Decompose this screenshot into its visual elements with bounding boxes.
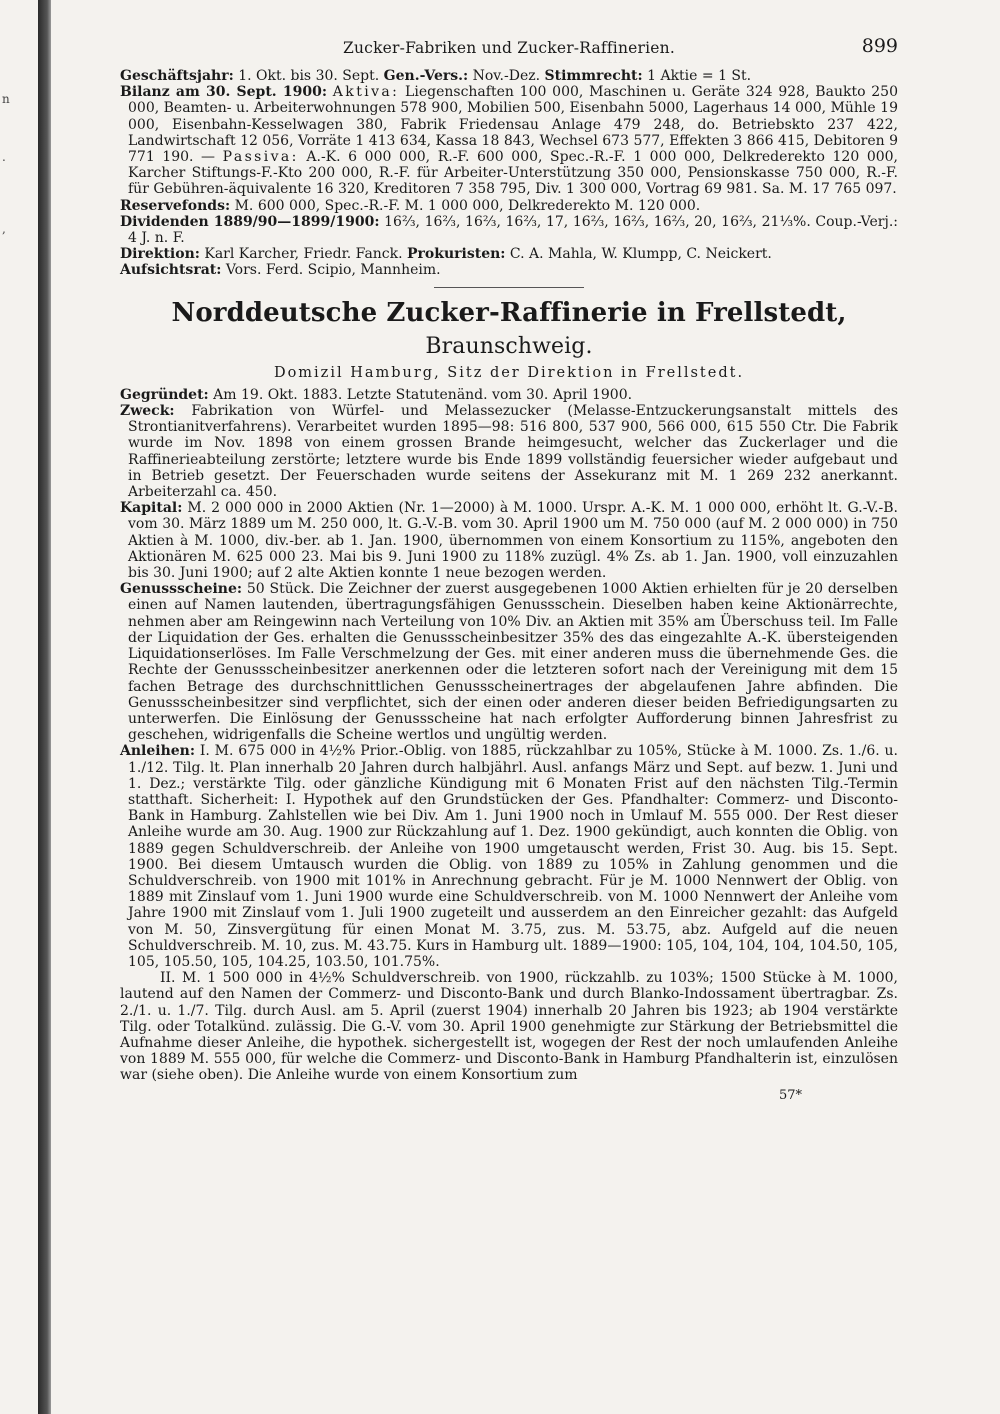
page-number: 899 (861, 35, 898, 57)
text-passiva: A.-K. 6 000 000, R.-F. 600 000, Spec.-R.-F. 1 000 000, Delkrederekto 120 000, Karcher Stiftungs-F.-Kto 200 000, R.-F. für Arbeiter-Unterstützung 350 000, Pensionskasse 750 000, R.-F. für Gebühren-äquivalente 16 320, Kreditoren 7 358 795, Div. 1 300 000, Vortrag 69 981. Sa. M. 17 765 097. (128, 149, 898, 198)
label-direktion: Direktion: (120, 246, 200, 263)
entry-reservefonds (120, 198, 898, 214)
text-genussscheine: 50 Stück. Die Zeichner der zuerst ausgegebenen 1000 Aktien erhielten für je 20 derselben einen auf Namen lautenden, übertragungsfähigen Genussschein. Dieselben haben keine Aktionärrechte, nehmen aber am Reingewinn nach Verteilung von 10% Div. an Aktien mit 35% am Überschuss teil. Im Falle der Liquidation der Ges. erhalten die Genussscheinbesitzer 35% des das eingezahlte A.-K. übersteigenden Liquidationserlöses. Im Falle Verschmelzung der Ges. mit einer anderen muss die übernehmende Ges. die Rechte der Genussscheinbesitzer anerkennen oder die letzteren sofort nach der Vereinigung mit dem 15 fachen Betrage des durchschnittlichen Genussscheinertrages der abgelaufenen Jahre abfinden. Die Genussscheinbesitzer sind verpflichtet, sich der einen oder anderen dieser beiden Befriedigungsarten zu unterwerfen. Die Einlösung der Genussscheine hat nach erfolgter Aufforderung binnen Jahresfrist zu geschehen, widrigenfalls die Scheine wertlos und ungültig werden. (128, 581, 898, 744)
text-aufsichtsrat: Vors. Ferd. Scipio, Mannheim. (221, 262, 441, 279)
label-gen-vers: Gen.-Vers.: (383, 68, 469, 84)
label-zweck: Zweck: (120, 403, 175, 420)
label-stimmrecht: Stimmrecht: (544, 68, 643, 84)
label-anleihen: Anleihen: (120, 743, 196, 760)
entry-genussscheine (120, 581, 898, 743)
label-aktiva: Aktiva: (332, 84, 400, 101)
text-aktiva: Liegenschaften 100 000, Maschinen u. Geräte 324 928, Baukto 250 000, Beamten- u. Arbeiterwohnungen 578 900, Mobilien 500, Eisenbahn 5000, Lagerhaus 14 000, Mühle 19 000, Eisenbahn-Kesselwagen 380, Fabrik Friedensau Anlage 479 248, do. Betriebskto 237 422, Landwirtschaft 12 056, Vorräte 1 413 634, Kassa 18 843, Wechsel 673 577, Effekten 3 866 415, Debitoren 9 771 190. — (128, 84, 898, 166)
entry-direktion (120, 246, 898, 262)
text-anleihen: I. M. 675 000 in 4½% Prior.-Oblig. von 1885, rückzahlbar zu 105%, Stücke à M. 1000. Zs. 1./6. u. 1./12. Tilg. lt. Plan innerhalb 20 Jahren durch halbjährl. Ausl. anfangs März und Sept. auf bezw. 1. Juni und 1. Dez.; verstärkte Tilg. oder gänzliche Kündigung mit 6 Monaten Frist auf den nächsten Tilg.-Termin statthaft. Sicherheit: I. Hypothek auf den Grundstücken der Ges. Pfandhalter: Commerz- und Disconto-Bank in Hamburg. Zahlstellen wie bei Div. Am 1. Juni 1900 noch in Umlauf M. 555 000. Der Rest dieser Anleihe wurde am 30. Aug. 1900 zur Rückzahlung auf 1. Dez. 1900 gekündigt, auch konnten die Oblig. von 1889 gegen Schuldverschreib. der Anleihe von 1900 umgetauscht werden, Frist 30. Aug. bis 15. Sept. 1900. Bei diesem Umtausch wurden die Oblig. von 1889 zu 105% in Zahlung genommen und die Schuldverschreib. von 1900 mit 101% in Anrechnung gebracht. Für je M. 1000 Nennwert der Oblig. von 1889 mit Zinslauf vom 1. Juni 1900 wurde eine Schuldverschreib. von M. 1000 Nennwert der Anleihe vom Jahre 1900 mit Zinslauf vom 1. Juli 1900 zugeteilt und ausserdem an den Einreicher gezahlt: das Aufgeld von M. 50, Zinsvergütung für einen Monat M. 3.75, zus. M. 53.75, abz. Aufgeld auf die neuen Schuldverschreib. M. 10, zus. M. 43.75. Kurs in Hamburg ult. 1889—1900: 105, 104, 104, 104, 104.50, 105, 105, 105.50, 105, 104.25, 103.50, 101.75%. (128, 743, 898, 970)
label-genussscheine: Genussscheine: (120, 581, 243, 598)
signature-mark: 57* (778, 1087, 802, 1103)
document-page (120, 35, 898, 1104)
entry-zweck (120, 403, 898, 500)
text-stimmrecht: 1 Aktie = 1 St. (642, 68, 752, 84)
text-reservefonds: M. 600 000, Spec.-R.-F. M. 1 000 000, Delkrederekto M. 120 000. (230, 197, 701, 214)
label-gegruendet: Gegründet: (120, 386, 209, 403)
text-gegruendet: Am 19. Okt. 1883. Letzte Statutenänd. vom 30. April 1900. (208, 386, 633, 403)
text-prokuristen: C. A. Mahla, W. Klumpp, C. Neickert. (505, 246, 772, 263)
running-head (120, 35, 898, 68)
book-spine (38, 0, 51, 1414)
label-aufsichtsrat: Aufsichtsrat: (120, 262, 222, 279)
margin-mark: , (2, 222, 6, 236)
text-zweck: Fabrikation von Würfel- und Melassezucker (Melasse-Entzuckerungsanstalt mittels des Strontianitverfahrens). Verarbeitet wurden 1895—98: 516 800, 537 900, 566 000, 615 550 Ctr. Die Fabrik wurde im Nov. 1898 von einem grossen Brande heimgesucht, welcher das Zuckerlager und die Raffinerieabteilung zerstörte; letztere wurde bis Ende 1899 vollständig feuersicher wieder aufgebaut und in Betrieb gesetzt. Der Feuerschaden wurde seitens der Assekuranz mit M. 1 269 232 anerkannt. Arbeiterzahl ca. 450. (128, 403, 898, 501)
text-kapital: M. 2 000 000 in 2000 Aktien (Nr. 1—2000) à M. 1000. Urspr. A.-K. M. 1 000 000, erhöht lt. G.-V.-B. vom 30. März 1889 um M. 250 000, lt. G.-V.-B. vom 30. April 1900 um M. 750 000 (auf M. 2 000 000) in 750 Aktien à M. 1000, div.-ber. ab 1. Jan. 1900, übernommen von einem Konsortium zu 115%, angeboten den Aktionären M. 625 000 23. Mai bis 9. Juni 1900 zu 118% zuzügl. 4% Zs. ab 1. Jan. 1900, voll einzuzahlen bis 30. Juni 1900; auf 2 alte Aktien konnte 1 neue bezogen werden. (128, 500, 898, 582)
label-passiva: Passiva: (222, 149, 299, 166)
company-name: Norddeutsche Zucker-Raffinerie in Frellstedt, (171, 297, 847, 328)
company-city: Braunschweig. (425, 333, 593, 359)
text-dividenden: 16⅔, 16⅔, 16⅔, 16⅔, 17, 16⅔, 16⅔, 16⅔, 20, 16⅔, 21⅓%. Coup.-Verj.: 4 J. n. F. (128, 213, 898, 247)
entry-aufsichtsrat (120, 262, 898, 278)
label-prokuristen: Prokuristen: (407, 246, 506, 263)
label-dividenden: Dividenden 1889/90—1899/1900: (120, 213, 380, 230)
running-title: Zucker-Fabriken und Zucker-Raffinerien. (343, 39, 675, 57)
label-bilanz: Bilanz am 30. Sept. 1900: (120, 84, 328, 101)
company-title (120, 298, 898, 362)
label-geschaeftsjahr: Geschäftsjahr: (120, 68, 234, 84)
company-domicile: Domizil Hamburg, Sitz der Direktion in Frellstedt. (273, 364, 745, 381)
label-reservefonds: Reservefonds: (120, 197, 231, 214)
entry-anleihen (120, 743, 898, 970)
margin-mark: . (2, 150, 6, 164)
text-gen-vers: Nov.-Dez. (468, 68, 545, 84)
text-geschaeftsjahr: 1. Okt. bis 30. Sept. (233, 68, 384, 84)
entry-bilanz (120, 84, 898, 197)
anleihen-part-2: II. M. 1 500 000 in 4½% Schuldverschreib. von 1900, rückzahlb. zu 103%; 1500 Stücke à M. 1000, lautend auf den Namen der Commerz- und Disconto-Bank und durch Blanko-Indossament übertragbar. Zs. 2./1. u. 1./7. Tilg. durch Ausl. am 5. April (zuerst 1904) innerhalb 20 Jahren bis 1923; ab 1904 verstärkte Tilg. oder Totalkünd. zulässig. Die G.-V. vom 30. April 1900 genehmigte zur Stärkung der Betriebsmittel die Aufnahme dieser Anleihe, die hypothek. sichergestellt ist, wogegen der Rest der noch umlaufenden Anleihe von 1889 M. 555 000, für welche die Commerz- und Disconto-Bank in Hamburg Pfandhalterin ist, einzulösen war (siehe oben). Die Anleihe wurde von einem Konsortium zum (120, 970, 898, 1084)
entry-kapital (120, 500, 898, 581)
text-direktion: Karl Karcher, Friedr. Fanck. (199, 246, 408, 263)
margin-mark: n (2, 92, 10, 106)
entry-dividenden (120, 214, 898, 246)
label-kapital: Kapital: (120, 500, 183, 517)
section-divider (434, 287, 584, 288)
entry-gegruendet (120, 387, 898, 403)
entry-geschaeftsjahr (120, 68, 898, 84)
